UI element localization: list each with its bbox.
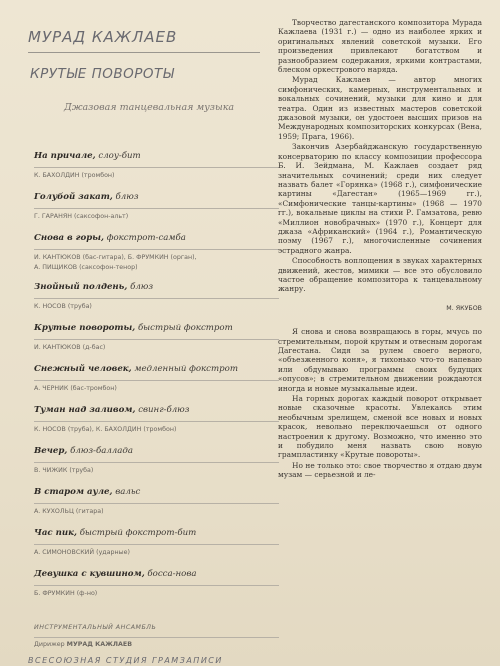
track-item [34,232,279,281]
liner-paragraph: Способность воплощения в звуках характерных движений, жестов, мимики — все это обусловило частое обращение композитора к танцевальному жанру. [278,256,482,294]
track-genre: босса-нова [147,569,197,579]
track-genre: блюз [130,282,154,292]
track-performers: Г. ГАРАНЯН (саксофон-альт) [34,208,279,222]
track-performers: Б. ФРУМКИН (ф-но) [34,585,279,599]
track-performers: В. ЧИЖИК (труба) [34,462,279,476]
track-item [34,363,279,404]
album-genre: Джазовая танцевальная музыка [64,102,235,113]
track-performers [34,249,279,273]
track-item [34,281,279,322]
conductor-label: Дирижер [34,641,65,648]
track-genre: вальс [115,487,141,497]
track-item [34,150,279,191]
track-title: Девушка с кувшином, [34,569,145,579]
track-genre: быстрый фокстрот [137,323,233,333]
liner-paragraph: Я снова и снова возвращаюсь в горы, мчусь по стремительным, порой крутым и отвесным дорогам Дагестана. Сидя за рулем своего верного, «объезженного коня», я тихонько что-то напеваю или обдумываю программы своих будущих «опусов»; в стремительном движении рождаются иногда и новые музыкальные идеи. [278,327,482,393]
liner-paragraph: Мурад Кажлаев — автор многих симфонических, камерных, инструментальных и вокальных сочинений, музыки для кино и для театра. Один из известных мастеров советской джазовой музыки, он удостоен высших призов на Международных композиторских конкурсах (Вена, 1959; Прага, 1966). [278,75,482,141]
track-title: Туман над заливом, [34,405,136,415]
track-title: Снова в горы, [34,233,104,243]
track-title: Голубой закат, [34,192,113,202]
track-performers: И. КАНТЮКОВ (д-бас) [34,339,279,353]
track-performers-line: А. ПИЩИКОВ (саксофон-тенор) [34,264,138,271]
track-item [34,486,279,527]
track-performers: К. БАХОЛДИН (тромбон) [34,167,279,181]
track-genre: быстрый фокстрот-бит [79,528,197,538]
conductor-credit [34,637,279,648]
track-performers-line: И. КАНТЮКОВ (бас-гитара), Б. ФРУМКИН (орган), [34,254,197,261]
track-item [34,404,279,445]
track-performers: А. КУХОЛЬЦ (гитара) [34,503,279,517]
liner-notes [278,18,482,481]
track-genre: блюз-баллада [70,446,133,456]
conductor-name: МУРАД КАЖЛАЕВ [66,641,133,648]
track-item [34,322,279,363]
track-item [34,568,279,609]
track-genre: фокстрот-самба [106,233,186,243]
track-item [34,191,279,232]
liner-paragraph: Закончив Азербайджанскую государственную консерваторию по классу композиции профессора Б. И. Зейдмана, М. Кажлаев создает ряд значительных сочинений; среди них следует назвать балет «Горянка» (1968 г.), симфонические картины «Дагестан» (1965—1969 гг.), «Симфонические танцы-картины» (1968 — 1970 гг.), вокальные циклы на стихи Р. Гамзатова, ревю «Миллион новобрачных» (1970 г.), Концерт для джаза «Африканский» (1964 г.), Романтическую поэму (1967 г.), многочисленные сочинения эстрадного жанра. [278,142,482,255]
track-title: Вечер, [34,446,68,456]
track-performers: К. НОСОВ (труба), К. БАХОЛДИН (тромбон) [34,421,279,435]
ensemble-name: ИНСТРУМЕНТАЛЬНЫЙ АНСАМБЛЬ [34,624,157,631]
header-rule [28,52,260,53]
liner-paragraph: Творчество дагестанского композитора Мурада Кажлаева (1931 г.) — одно из наиболее ярких и оригинальных явлений советской музыки. Его произведения привлекают богатством и разнообразием содержания, яркими контрастами, блеском оркестрового наряда. [278,18,482,75]
track-item [34,527,279,568]
track-title: Знойный полдень, [34,282,128,292]
album-title: КРУТЫЕ ПОВОРОТЫ [30,66,175,82]
track-genre: свинг-блюз [138,405,190,415]
track-title: В старом ауле, [34,487,113,497]
liner-signature: М. ЯКУБОВ [446,304,482,312]
liner-paragraph: На горных дорогах каждый поворот открывает новые сказочные красоты. Увлекаясь этим необычным зрелищем, сменой все новых и новых красок, невольно переключаешься от одного настроения к другому. Возможно, что именно это и побудило меня назвать свою новую грампластинку «Крутые повороты». [278,394,482,460]
track-title: Крутые повороты, [34,323,136,333]
track-title: Час пик, [34,528,77,538]
ensemble-credit [34,624,279,631]
track-genre: слоу-бит [98,151,141,161]
track-title: Снежный человек, [34,364,132,374]
track-performers: К. НОСОВ (труба) [34,298,279,312]
track-title: На причале, [34,151,96,161]
track-list [34,150,279,609]
track-performers: А. СИМОНОВСКИЙ (ударные) [34,544,279,558]
track-genre: медленный фокстрот [134,364,238,374]
track-item [34,445,279,486]
studio-footer: ВСЕСОЮЗНАЯ СТУДИЯ ГРАМЗАПИСИ [28,656,223,665]
liner-paragraph: Но не только это: свое творчество я отдаю двум музам — серьезной и ле- [278,460,482,480]
track-genre: блюз [115,192,139,202]
composer-name: МУРАД КАЖЛАЕВ [28,28,178,46]
track-performers: А. ЧЕРНИК (бас-тромбон) [34,380,279,394]
